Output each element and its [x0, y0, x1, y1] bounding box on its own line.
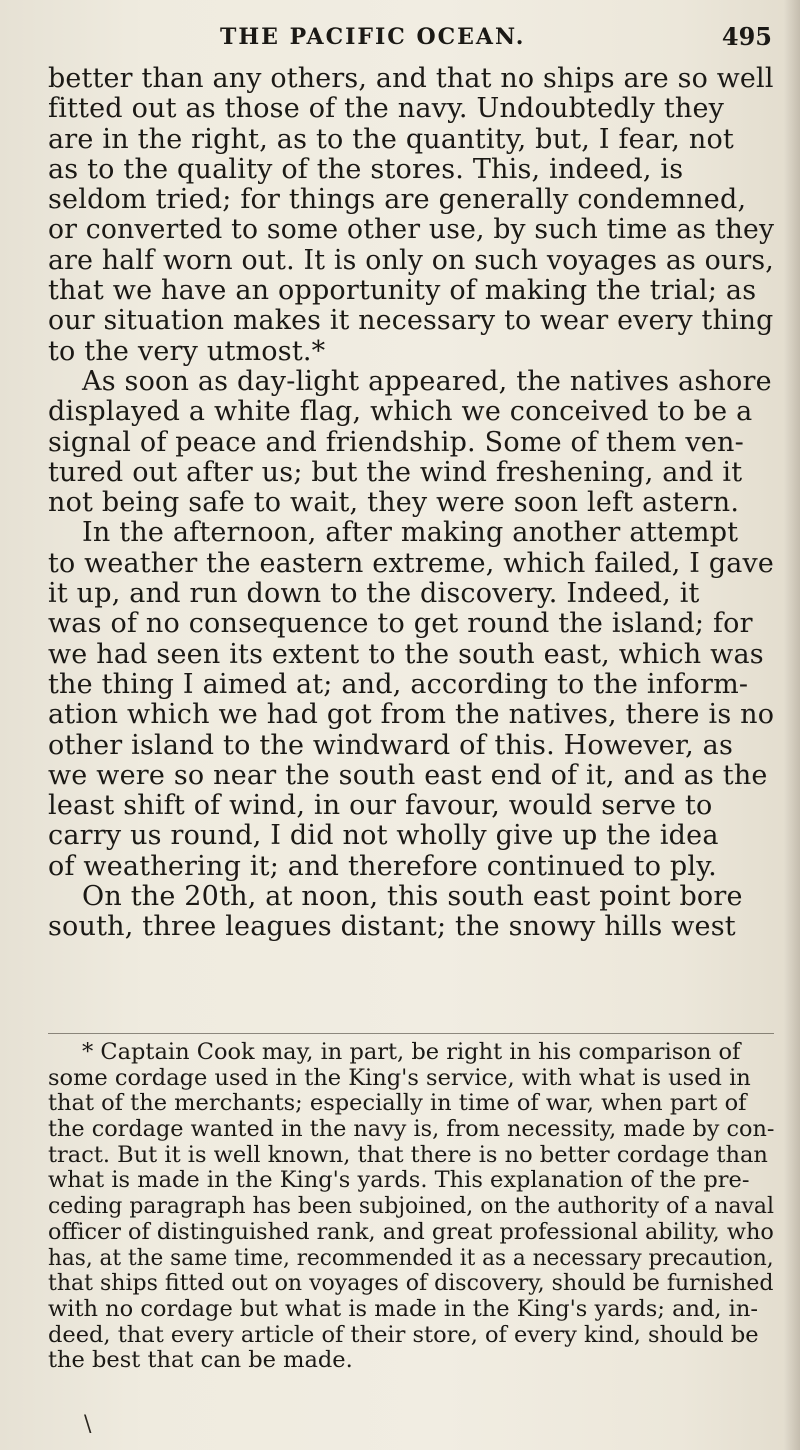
text-line: we were so near the south east end of it, and as the	[48, 759, 768, 791]
text-line: displayed a white flag, which we conceived to be a	[48, 396, 753, 428]
page-number: 495	[721, 22, 772, 51]
footnote-line: what is made in the King's yards. This explanation of the pre-	[48, 1167, 750, 1194]
page-edge-shadow	[784, 0, 800, 1450]
text-line: to weather the eastern extreme, which failed, I gave	[48, 547, 775, 579]
footnote-line: the best that can be made.	[48, 1347, 353, 1374]
text-line: of weathering it; and therefore continued to ply.	[48, 850, 717, 882]
text-line: our situation makes it necessary to wear every thing	[48, 305, 774, 337]
text-line: that we have an opportunity of making the trial; as	[48, 275, 757, 307]
text-line: we had seen its extent to the south east, which was	[48, 638, 764, 670]
running-title: THE PACIFIC OCEAN.	[220, 24, 526, 50]
footnote-line: that ships fitted out on voyages of discovery, should be furnished	[48, 1270, 774, 1297]
footnote-line: with no cordage but what is made in the King's yards; and, in-	[48, 1295, 758, 1322]
text-line: least shift of wind, in our favour, would serve to	[48, 790, 713, 822]
footnote-line: the cordage wanted in the navy is, from necessity, made by con-	[48, 1116, 775, 1143]
text-line: to the very utmost.*	[48, 335, 326, 367]
text-line: are in the right, as to the quantity, but, I fear, not	[48, 123, 734, 155]
text-line: as to the quality of the stores. This, indeed, is	[48, 153, 684, 185]
page-header	[220, 22, 772, 58]
text-line: are half worn out. It is only on such voyages as ours,	[48, 244, 774, 276]
main-text	[48, 64, 774, 943]
text-line: the thing I aimed at; and, according to the inform-	[48, 668, 749, 700]
footnote-divider	[48, 1033, 774, 1034]
text-line: not being safe to wait, they were soon left astern.	[48, 487, 740, 519]
text-line: seldom tried; for things are generally condemned,	[48, 184, 747, 216]
footnote-line: some cordage used in the King's service, with what is used in	[48, 1064, 751, 1091]
footnote-line: officer of distinguished rank, and great professional ability, who	[48, 1218, 774, 1245]
footnote-line: has, at the same time, recommended it as a necessary precaution,	[48, 1244, 774, 1271]
text-line: or converted to some other use, by such time as they	[48, 214, 775, 246]
footnote-line: ceding paragraph has been subjoined, on the authority of a naval	[48, 1193, 774, 1220]
text-line: carry us round, I did not wholly give up the idea	[48, 820, 719, 852]
paragraph-start-line: As soon as day-light appeared, the natives ashore	[82, 365, 772, 397]
text-line: other island to the windward of this. However, as	[48, 729, 734, 761]
footnote	[48, 1040, 774, 1374]
text-line: was of no consequence to get round the island; for	[48, 608, 753, 640]
footnote-line: that of the merchants; especially in time of war, when part of	[48, 1090, 747, 1117]
paragraph-start-line: On the 20th, at noon, this south east point bore	[82, 881, 743, 913]
text-line: it up, and run down to the discovery. Indeed, it	[48, 578, 700, 610]
text-line: signal of peace and friendship. Some of them ven-	[48, 426, 744, 458]
footnote-line: tract. But it is well known, that there is no better cordage than	[48, 1141, 768, 1168]
text-line: ation which we had got from the natives, there is no	[48, 699, 775, 731]
footnote-line: deed, that every article of their store, of every kind, should be	[48, 1321, 759, 1348]
footnote-line: * Captain Cook may, in part, be right in his comparison of	[82, 1039, 741, 1065]
corner-mark: \	[84, 1412, 92, 1437]
text-line: tured out after us; but the wind freshening, and it	[48, 456, 743, 488]
text-line: better than any others, and that no ships are so well	[48, 63, 774, 94]
text-line: south, three leagues distant; the snowy hills west	[48, 911, 736, 943]
text-line: fitted out as those of the navy. Undoubtedly they	[48, 93, 725, 125]
paragraph-start-line: In the afternoon, after making another attempt	[82, 517, 739, 549]
